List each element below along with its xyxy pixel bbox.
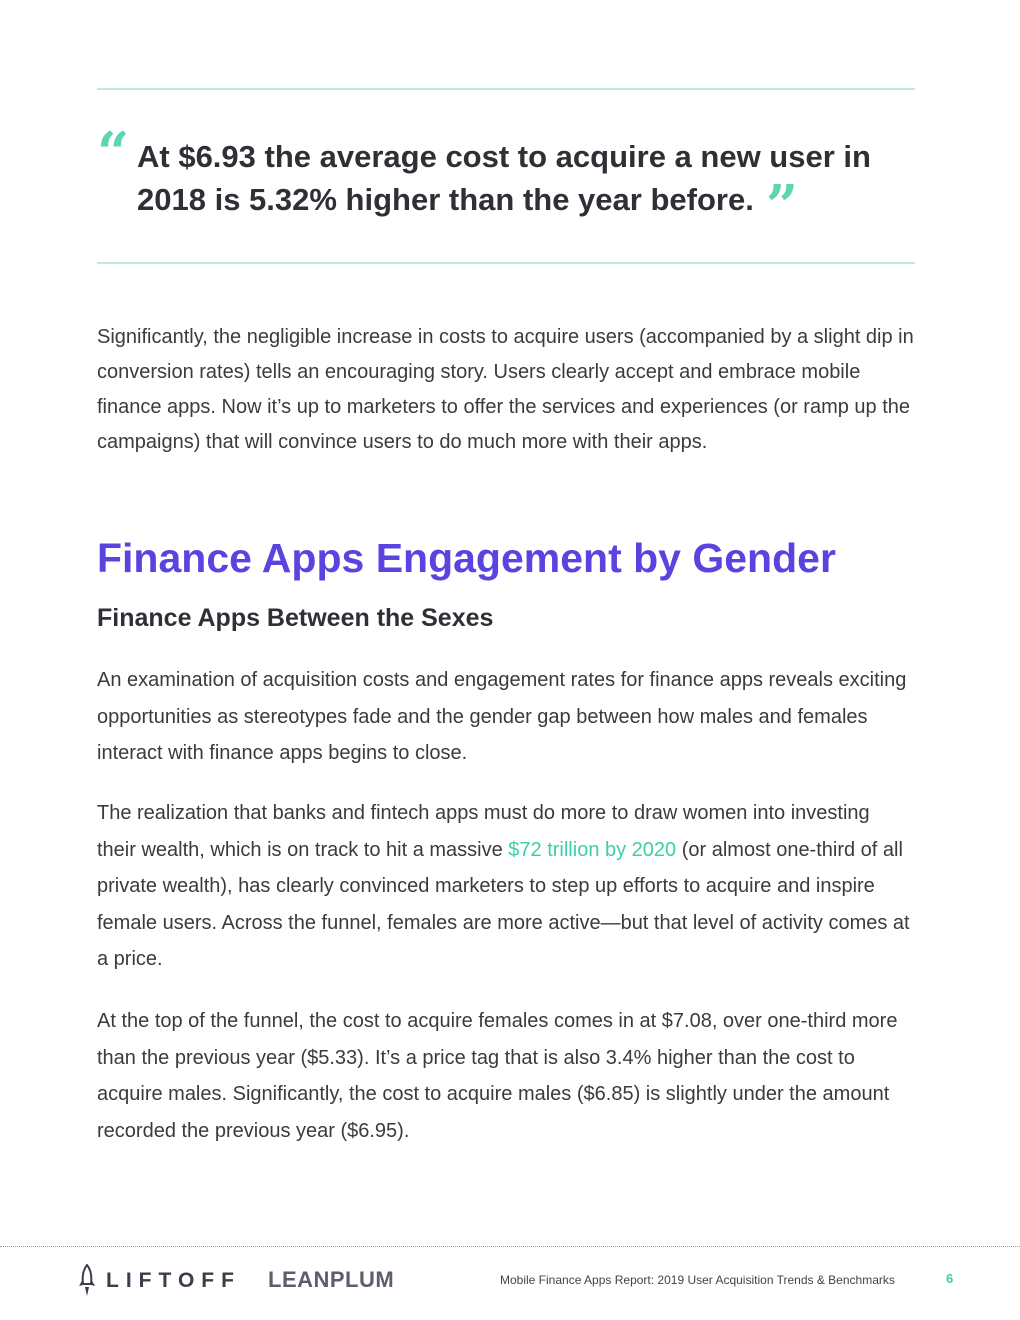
body-paragraph-1: An examination of acquisition costs and engagement rates for finance apps reveals exciting opportunities as stereotypes fade and the gender gap between how males and females interact with finance apps begins to close.	[97, 669, 907, 765]
pull-quote-body: At $6.93 the average cost to acquire a new user in 2018 is 5.32% higher than the year before.	[137, 139, 871, 217]
section-subheading: Finance Apps Between the Sexes	[97, 604, 494, 632]
section-heading: Finance Apps Engagement by Gender	[97, 535, 836, 581]
body-paragraph-3: At the top of the funnel, the cost to acquire females comes in at $7.08, over one-third more than the previous year ($5.33). It’s a price tag that is also 3.4% higher than the cost to acquire males. Significantly, the cost to acquire males ($6.85) is slightly under the amount recorded the previous year ($6.95).	[97, 1010, 898, 1142]
close-quote-icon: ”	[765, 173, 799, 239]
open-quote-icon: “	[97, 120, 130, 186]
leanplum-logo: LEANPLUM	[268, 1267, 395, 1292]
paragraph-2-text-after: (or almost one-third of all private wealth), has clearly convinced marketers to step up efforts to acquire and inspire female users. Across the funnel, females are more active—but that level of activity comes at a price.	[97, 838, 910, 971]
footer-report-title: Mobile Finance Apps Report: 2019 User Acquisition Trends & Benchmarks	[500, 1273, 895, 1287]
liftoff-wordmark: LIFTOFF	[106, 1269, 241, 1292]
liftoff-logo	[78, 1264, 241, 1298]
pull-quote-text	[137, 135, 897, 239]
wealth-link[interactable]: $72 trillion by 2020	[508, 838, 677, 861]
rocket-icon	[78, 1264, 96, 1298]
paragraph-2-text-before: The realization that banks and fintech apps must do more to draw women into investing their wealth, which is on track to hit a massive	[97, 802, 870, 861]
top-divider	[97, 88, 915, 90]
page-number: 6	[946, 1271, 954, 1286]
intro-paragraph: Significantly, the negligible increase in costs to acquire users (accompanied by a slight dip in conversion rates) tells an encouraging story. Users clearly accept and embrace mobile finance apps. Now it’s up to marketers to offer the services and experiences (or ramp up the campaigns) that will convince users to do much more with their apps.	[97, 326, 914, 453]
body-paragraph-2	[97, 795, 912, 978]
footer-divider	[0, 1246, 1020, 1247]
bottom-divider	[97, 262, 915, 264]
